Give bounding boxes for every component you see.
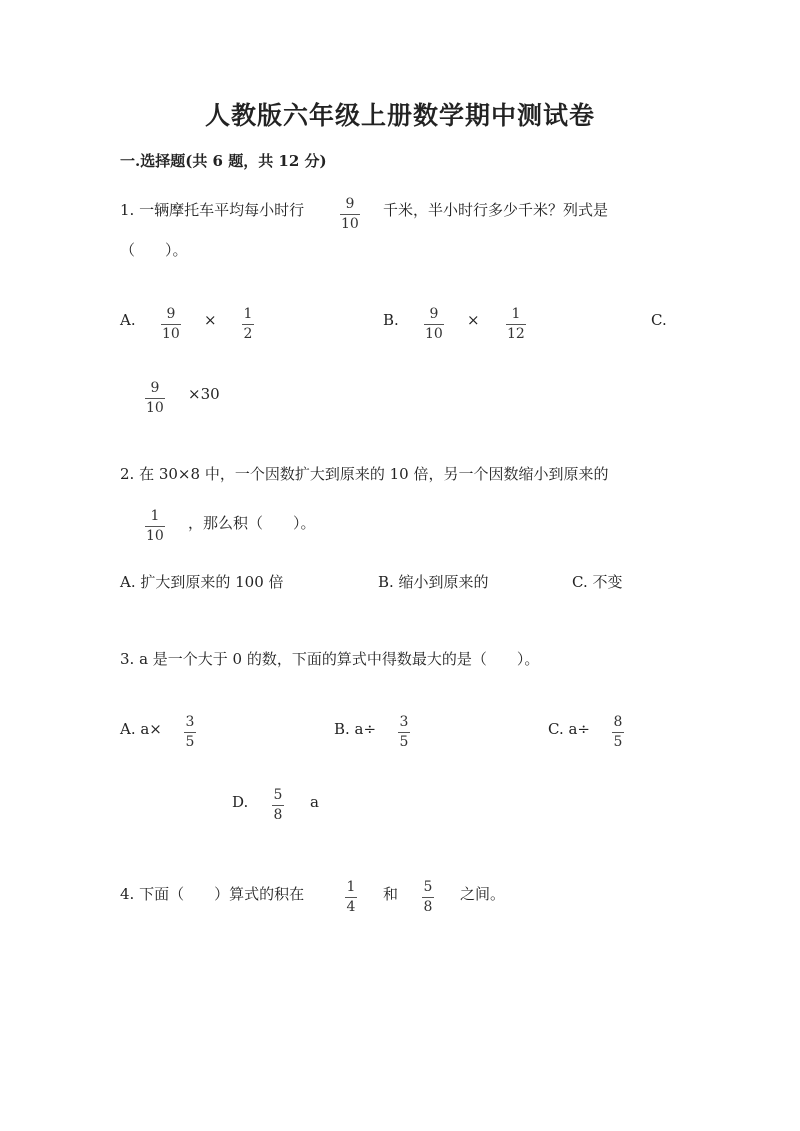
fraction-num: 3 <box>185 714 195 730</box>
fraction-den: 10 <box>146 400 164 416</box>
fraction-num: 1 <box>150 508 160 524</box>
fraction-bar <box>612 732 624 733</box>
q1-option-c-fraction <box>145 380 165 416</box>
q4-text-end: 之间。 <box>460 885 506 903</box>
fraction-num: 1 <box>511 306 521 322</box>
q3-text: 3. a 是一个大于 0 的数，下面的算式中得数最大的是（ ）。 <box>120 650 540 668</box>
page-title: 人教版六年级上册数学期中测试卷 <box>204 101 595 130</box>
q1-fraction <box>340 196 360 232</box>
q2-text-start: 2. 在 30×8 中，一个因数扩大到原来的 10 倍，另一个因数缩小到原来的 <box>120 465 609 483</box>
q1-option-b-fraction-1 <box>424 306 444 342</box>
q1-fraction-den: 10 <box>341 216 359 232</box>
q3-option-c-fraction <box>612 714 624 750</box>
fraction-bar <box>340 214 360 215</box>
q3-option-a-label: A. a× <box>120 720 162 738</box>
q4-fraction-1 <box>345 879 357 915</box>
fraction-den: 5 <box>185 734 195 750</box>
fraction-den: 4 <box>346 899 356 915</box>
fraction-bar <box>161 324 181 325</box>
q2-option-b: B. 缩小到原来的 <box>378 573 489 591</box>
fraction-num: 5 <box>423 879 433 895</box>
q3-option-c-label: C. a÷ <box>548 720 590 738</box>
q1-option-c-label: C. <box>651 311 667 329</box>
q1-option-b-label: B. <box>383 311 399 329</box>
fraction-den: 8 <box>423 899 433 915</box>
q1-fraction-num: 9 <box>345 196 355 212</box>
q1-answer-blank: （ ）。 <box>120 241 188 259</box>
fraction-bar <box>345 897 357 898</box>
q1-option-b-fraction-2 <box>506 306 526 342</box>
fraction-num: 1 <box>346 879 356 895</box>
fraction-den: 10 <box>146 528 164 544</box>
fraction-bar <box>145 398 165 399</box>
section-heading: 一.选择题(共 6 题，共 12 分) <box>120 152 327 170</box>
fraction-bar <box>506 324 526 325</box>
fraction-bar <box>422 897 434 898</box>
fraction-bar <box>424 324 444 325</box>
fraction-den: 8 <box>273 807 283 823</box>
fraction-num: 5 <box>273 787 283 803</box>
q3-option-d-rest: a <box>310 793 319 811</box>
q4-text-start: 4. 下面（ ）算式的积在 <box>120 885 305 903</box>
fraction-den: 10 <box>162 326 180 342</box>
fraction-bar <box>398 732 410 733</box>
q2-option-c: C. 不变 <box>572 573 623 591</box>
q1-text-start: 1. 一辆摩托车平均每小时行 <box>120 201 305 219</box>
q3-option-a-fraction <box>184 714 196 750</box>
fraction-bar <box>184 732 196 733</box>
fraction-den: 10 <box>425 326 443 342</box>
q3-option-b-label: B. a÷ <box>334 720 377 738</box>
q3-option-b-fraction <box>398 714 410 750</box>
fraction-den: 5 <box>613 734 623 750</box>
q1-option-a-fraction-2 <box>242 306 254 342</box>
fraction-den: 2 <box>243 326 253 342</box>
q1-option-a-fraction-1 <box>161 306 181 342</box>
q4-text-middle: 和 <box>383 885 399 903</box>
q1-option-b-operator: × <box>467 311 480 329</box>
q1-option-c-rest: ×30 <box>188 385 220 403</box>
fraction-num: 9 <box>150 380 160 396</box>
fraction-num: 1 <box>243 306 253 322</box>
fraction-bar <box>145 526 165 527</box>
q2-text-end: ，那么积（ ）。 <box>188 514 316 532</box>
fraction-num: 8 <box>613 714 623 730</box>
fraction-bar <box>272 805 284 806</box>
q4-fraction-2 <box>422 879 434 915</box>
q2-fraction <box>145 508 165 544</box>
q1-option-a-operator: × <box>204 311 217 329</box>
q3-option-d-label: D. <box>232 793 249 811</box>
fraction-num: 3 <box>399 714 409 730</box>
fraction-num: 9 <box>166 306 176 322</box>
q1-text-middle: 千米，半小时行多少千米？列式是 <box>383 201 609 219</box>
fraction-bar <box>242 324 254 325</box>
fraction-den: 5 <box>399 734 409 750</box>
fraction-den: 12 <box>507 326 525 342</box>
q2-option-a: A. 扩大到原来的 100 倍 <box>120 573 284 591</box>
q3-option-d-fraction <box>272 787 284 823</box>
fraction-num: 9 <box>429 306 439 322</box>
q1-option-a-label: A. <box>120 311 136 329</box>
